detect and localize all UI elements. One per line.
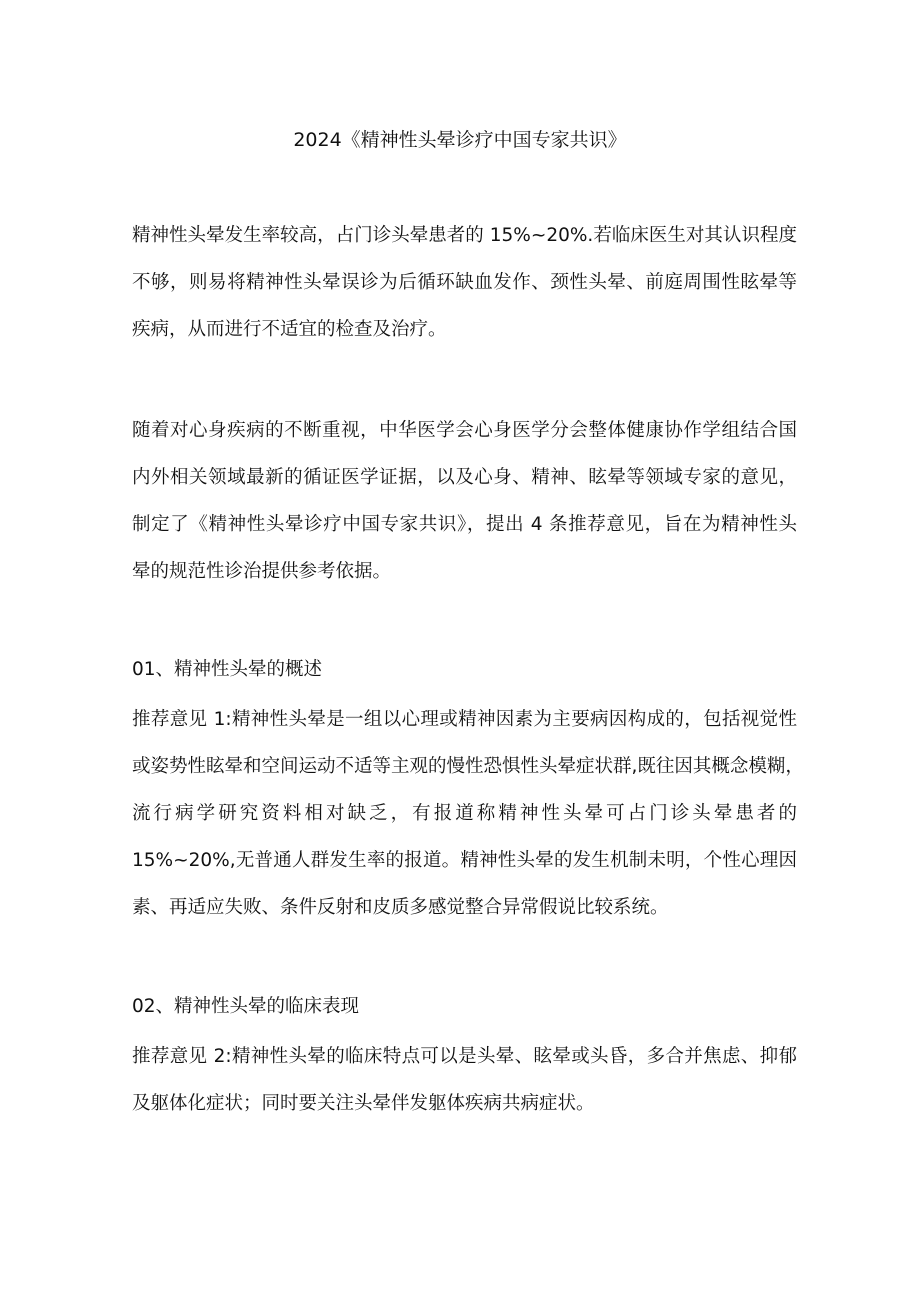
section1-heading: 01、精神性头晕的概述	[132, 659, 323, 680]
paragraph-line: 精神性头晕发生率较高，占门诊头晕患者的 15%~20%.若临床医生对其认识程度	[132, 225, 797, 246]
paragraph-line: 推荐意见 2:精神性头晕的临床特点可以是头晕、眩晕或头昏，多合并焦虑、抑郁	[132, 1046, 797, 1067]
section2-heading: 02、精神性头晕的临床表现	[132, 996, 360, 1017]
paragraph-line: 晕的规范性诊治提供参考依据。	[132, 561, 392, 582]
paragraph-line: 疾病，从而进行不适宜的检查及治疗。	[132, 319, 447, 340]
paragraph-line: 及躯体化症状；同时要关注头晕伴发躯体疾病共病症状。	[132, 1093, 595, 1114]
background-paragraph	[132, 407, 797, 595]
paragraph-line: 制定了《精神性头晕诊疗中国专家共识》，提出 4 条推荐意见，旨在为精神性头	[132, 514, 797, 535]
paragraph-line: 随着对心身疾病的不断重视，中华医学会心身医学分会整体健康协作学组结合国	[132, 420, 797, 441]
document-title: 2024《精神性头晕诊疗中国专家共识》	[293, 129, 627, 151]
paragraph-line: 15%~20%,无普通人群发生率的报道。精神性头晕的发生机制未明，个性心理因	[132, 850, 797, 871]
paragraph-line: 流行病学研究资料相对缺乏，有报道称精神性头晕可占门诊头晕患者的	[132, 803, 797, 824]
intro-paragraph	[132, 212, 797, 353]
paragraph-line: 内外相关领域最新的循证医学证据，以及心身、精神、眩晕等领域专家的意见，	[132, 467, 797, 488]
section1-paragraph	[132, 696, 804, 931]
paragraph-line: 推荐意见 1:精神性头晕是一组以心理或精神因素为主要病因构成的，包括视觉性	[132, 709, 797, 730]
paragraph-line: 或姿势性眩晕和空间运动不适等主观的慢性恐惧性头晕症状群,既往因其概念模糊，	[132, 756, 804, 777]
paragraph-line: 不够，则易将精神性头晕误诊为后循环缺血发作、颈性头晕、前庭周围性眩晕等	[132, 272, 797, 293]
section2-paragraph	[132, 1033, 797, 1127]
paragraph-line: 素、再适应失败、条件反射和皮质多感觉整合异常假说比较系统。	[132, 897, 669, 918]
